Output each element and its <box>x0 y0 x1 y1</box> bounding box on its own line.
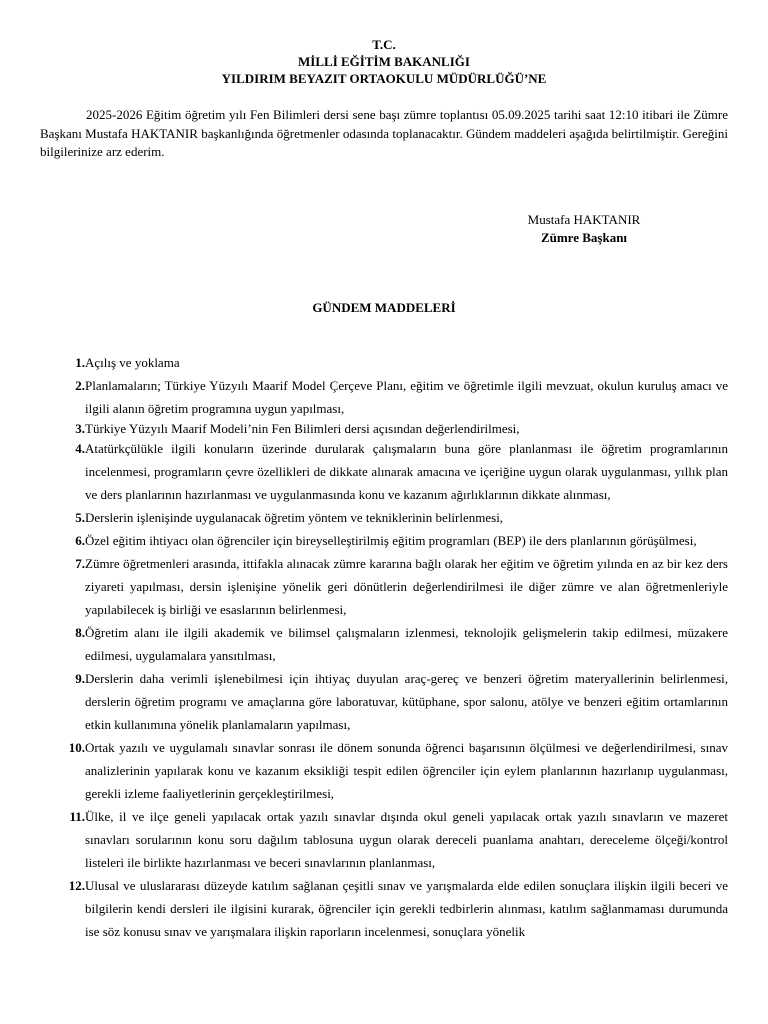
agenda-item-number: 5. <box>75 510 85 525</box>
agenda-item <box>40 667 728 736</box>
agenda-item-number: 2. <box>75 378 85 393</box>
agenda-item-number: 1. <box>75 355 85 370</box>
agenda-item <box>40 506 728 529</box>
agenda-item-text: Derslerin daha verimli işlenebilmesi için ihtiyaç duyulan araç-gereç ve benzeri öğretim materyallerinin belirlenmesi, derslerin öğretim programı ve amaçlarına göre laboratuvar, kütüphane, spor salonu, atölye ve benzeri eğitim ortamlarının etkin kullanımına yönelik planlamaların yapılması, <box>85 671 728 732</box>
agenda-item <box>40 529 728 552</box>
agenda-item-number: 4. <box>75 441 85 456</box>
signature-role: Zümre Başkanı <box>540 230 628 245</box>
agenda-item-number: 9. <box>75 671 85 686</box>
agenda-item-text: Ulusal ve uluslararası düzeyde katılım sağlanan çeşitli sınav ve yarışmalarda elde edilen sonuçlara ilişkin ilgili beceri ve bilgilerin kendi dersleri ile ilgisini kurarak, öğrenciler için gerekli tedbirlerin alınması, katılım sağlanmaması durumunda ise söz konusu sınav ve yarışmalara ilişkin raporların incelenmesi, sonuçlara yönelik <box>85 878 728 939</box>
header-school: YILDIRIM BEYAZIT ORTAOKULU MÜDÜRLÜĞÜ’NE <box>221 71 547 86</box>
agenda-item <box>40 552 728 621</box>
header-ministry: MİLLİ EĞİTİM BAKANLIĞI <box>298 54 470 69</box>
agenda-item <box>40 374 728 420</box>
agenda-item-text: Atatürkçülükle ilgili konuların üzerinde durularak çalışmaların buna göre planlanması ile öğretim programlarının incelenmesi, programların çevre özellikleri de dikkate alınarak amacına ve içeriğine uygun olarak uygulanması, yıllık plan ve ders planlarının hazırlanması ve uygulanmasında konu ve kazanım ağırlıklarının dikkate alınması, <box>85 441 728 502</box>
agenda-item-text: Planlamaların; Türkiye Yüzyılı Maarif Model Çerçeve Planı, eğitim ve öğretimle ilgili mevzuat, okulun kuruluş amacı ve ilgili alanın öğretim programına uygun yapılması, <box>85 378 728 416</box>
agenda-title: GÜNDEM MADDELERİ <box>312 300 456 315</box>
agenda-item-number: 7. <box>75 556 85 571</box>
letter-header <box>0 36 768 87</box>
agenda-item-number: 3. <box>75 421 85 436</box>
agenda-item-text: Derslerin işlenişinde uygulanacak öğretim yöntem ve tekniklerinin belirlenmesi, <box>85 510 504 525</box>
header-country: T.C. <box>372 37 396 52</box>
agenda-item-number: 11. <box>69 809 85 824</box>
agenda-item-number: 12. <box>68 878 85 893</box>
intro-paragraph: 2025-2026 Eğitim öğretim yılı Fen Bilimleri dersi sene başı zümre toplantısı 05.09.2025 tarihi saat 12:10 itibari ile Zümre Başkanı Mustafa HAKTANIR başkanlığında öğretmenler odasında toplanacaktır. Gündem maddeleri aşağıda belirtilmiştir. Gereğini bilgilerinize arz ederim. <box>40 107 728 159</box>
agenda-item <box>40 736 728 805</box>
agenda-item-text: Türkiye Yüzyılı Maarif Modeli’nin Fen Bilimleri dersi açısından değerlendirilmesi, <box>85 421 520 436</box>
agenda-item <box>40 805 728 874</box>
agenda-item-text: Özel eğitim ihtiyacı olan öğrenciler için bireyselleştirilmiş eğitim programları (BEP) ile ders planlarının görüşülmesi, <box>85 533 697 548</box>
agenda-item <box>40 351 728 374</box>
agenda-item <box>40 420 728 437</box>
agenda-item-text: Ortak yazılı ve uygulamalı sınavlar sonrası ile dönem sonunda öğrenci başarısının ölçülmesi ve değerlendirilmesi, sınav analizlerinin yapılarak konu ve kazanım eksikliği tespit edilen öğrenciler için eylem planlarının hazırlanıp uygulanması, gerekli izleme faaliyetlerinin gerçekleştirilmesi, <box>85 740 728 801</box>
signature-name: Mustafa HAKTANIR <box>527 212 641 227</box>
agenda-item-text: Öğretim alanı ile ilgili akademik ve bilimsel çalışmaların izlenmesi, teknolojik gelişmelerin takip edilmesi, müzakere edilmesi, uygulamalara yansıtılması, <box>85 625 728 663</box>
agenda-list <box>40 351 728 943</box>
agenda-item-number: 6. <box>75 533 85 548</box>
agenda-item <box>40 621 728 667</box>
agenda-item <box>40 874 728 943</box>
agenda-item-number: 8. <box>75 625 85 640</box>
agenda-item <box>40 437 728 506</box>
agenda-item-text: Zümre öğretmenleri arasında, ittifakla alınacak zümre kararına bağlı olarak her eğitim ve öğretim yılında en az bir kez ders ziyareti yapılması, dersin işlenişine yönelik geri dönütlerin değerlendirilmesi ile diğer zümre ve alan öğretmenleriyle yapılabilecek iş birliği ve esaslarının belirlenmesi, <box>85 556 728 617</box>
signature-block <box>500 211 668 247</box>
agenda-item-number: 10. <box>68 740 85 755</box>
agenda-item-text: Açılış ve yoklama <box>85 355 180 370</box>
agenda-item-text: Ülke, il ve ilçe geneli yapılacak ortak yazılı sınavlar dışında okul geneli yapılacak ortak yazılı sınavların ve mazeret sınavları sorularının konu soru dağılım tablosuna uygun olarak dereceli puanlama anahtarı, dereceleme ölçeği/kontrol listeleri ile birlikte hazırlanması ve beceri sınavlarının planlanması, <box>85 809 728 870</box>
